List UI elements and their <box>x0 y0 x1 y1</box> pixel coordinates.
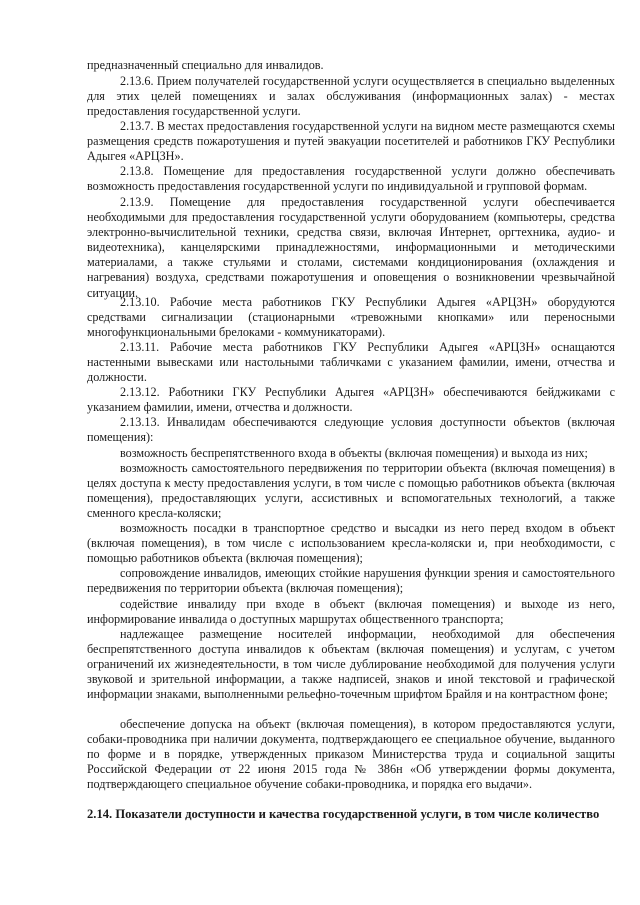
paragraph-2-13-9: 2.13.9. Помещение для предоставления государственной услуги обеспечивается необходимыми для предоставления государственной услуги оборудованием (компьютеры, средства электронно-вычислительной техники, средства связи, включая Интернет, оргтехника, аудио- и видеотехника), канцелярскими принадлежностями, информационными и методическими материалами, а также стульями и столами, системами кондиционирования (охлаждения и нагревания) воздуха, средствами пожаротушения и оповещения о возникновении чрезвычайной ситуации. <box>87 195 615 300</box>
paragraph-guide-dog: обеспечение допуска на объект (включая помещения), в котором предоставляются услуги, собаки-проводника при наличии документа, подтверждающего ее специальное обучение, выданного по форме и в порядке, утвержденных приказом Министерства труда и социальной защиты Российской Федерации от 22 июня 2015 года № 386н «Об утверждении формы документа, подтверждающего специальное обучение собаки-проводника, и порядка его выдачи». <box>87 717 615 792</box>
paragraph-2-13-11: 2.13.11. Рабочие места работников ГКУ Республики Адыгея «АРЦЗН» оснащаются настенными вывесками или настольными табличками с указанием фамилии, имени, отчества и должности. <box>87 340 615 385</box>
paragraph-assistance: содействие инвалиду при входе в объект (включая помещения) и выходе из него, информирование инвалида о доступных маршрутах общественного транспорта; <box>87 597 615 627</box>
paragraph-escort: сопровождение инвалидов, имеющих стойкие нарушения функции зрения и самостоятельного передвижения по территории объекта (включая помещения); <box>87 566 615 596</box>
section-heading-2-14: 2.14. Показатели доступности и качества государственной услуги, в том числе количество <box>87 807 600 821</box>
paragraph-2-13-6: 2.13.6. Прием получателей государственной услуги осуществляется в специально выделенных для этих целей помещениях и залах обслуживания (информационных залах) - местах предоставления государственной услуги. <box>87 74 615 119</box>
paragraph-2-13-7: 2.13.7. В местах предоставления государственной услуги на видном месте размещаются схемы размещения средств пожаротушения и путей эвакуации посетителей и работников ГКУ Республики Адыгея «АРЦЗН». <box>87 119 615 164</box>
paragraph-transport: возможность посадки в транспортное средство и высадки из него перед входом в объект (включая помещения), в том числе с использованием кресла-коляски и, при необходимости, с помощью работников объекта (включая помещения); <box>87 521 615 566</box>
paragraph-entry-access: возможность беспрепятственного входа в объекты (включая помещения) и выхода из них; <box>120 446 588 460</box>
paragraph-information: надлежащее размещение носителей информации, необходимой для обеспечения беспрепятственного доступа инвалидов к объектам (включая помещения) и услугам, с учетом ограничений их жизнедеятельности, в том числе дублирование необходимой для получения услуги звуковой и зрительной информации, а также надписей, знаков и иной текстовой и графической информации знаками, выполненными рельефно-точечным шрифтом Брайля и на контрастном фоне; <box>87 627 615 702</box>
paragraph-movement: возможность самостоятельного передвижения по территории объекта (включая помещения) в целях доступа к месту предоставления услуги, в том числе с помощью работников объекта (включая помещения), предоставляющих услуги, ассистивных и вспомогательных технологий, а также сменного кресла-коляски; <box>87 461 615 521</box>
paragraph-2-13-13: 2.13.13. Инвалидам обеспечиваются следующие условия доступности объектов (включая помещения): <box>87 415 615 445</box>
paragraph-continuation: предназначенный специально для инвалидов. <box>87 58 324 72</box>
paragraph-2-13-12: 2.13.12. Работники ГКУ Республики Адыгея «АРЦЗН» обеспечиваются бейджиками с указанием фамилии, имени, отчества и должности. <box>87 385 615 415</box>
paragraph-2-13-8: 2.13.8. Помещение для предоставления государственной услуги должно обеспечивать возможность предоставления государственной услуги по индивидуальной и групповой формам. <box>87 164 615 194</box>
paragraph-2-13-10: 2.13.10. Рабочие места работников ГКУ Республики Адыгея «АРЦЗН» оборудуются средствами сигнализации (стационарными «тревожными кнопками» или переносными многофункциональными брелоками - коммуникаторами). <box>87 295 615 340</box>
